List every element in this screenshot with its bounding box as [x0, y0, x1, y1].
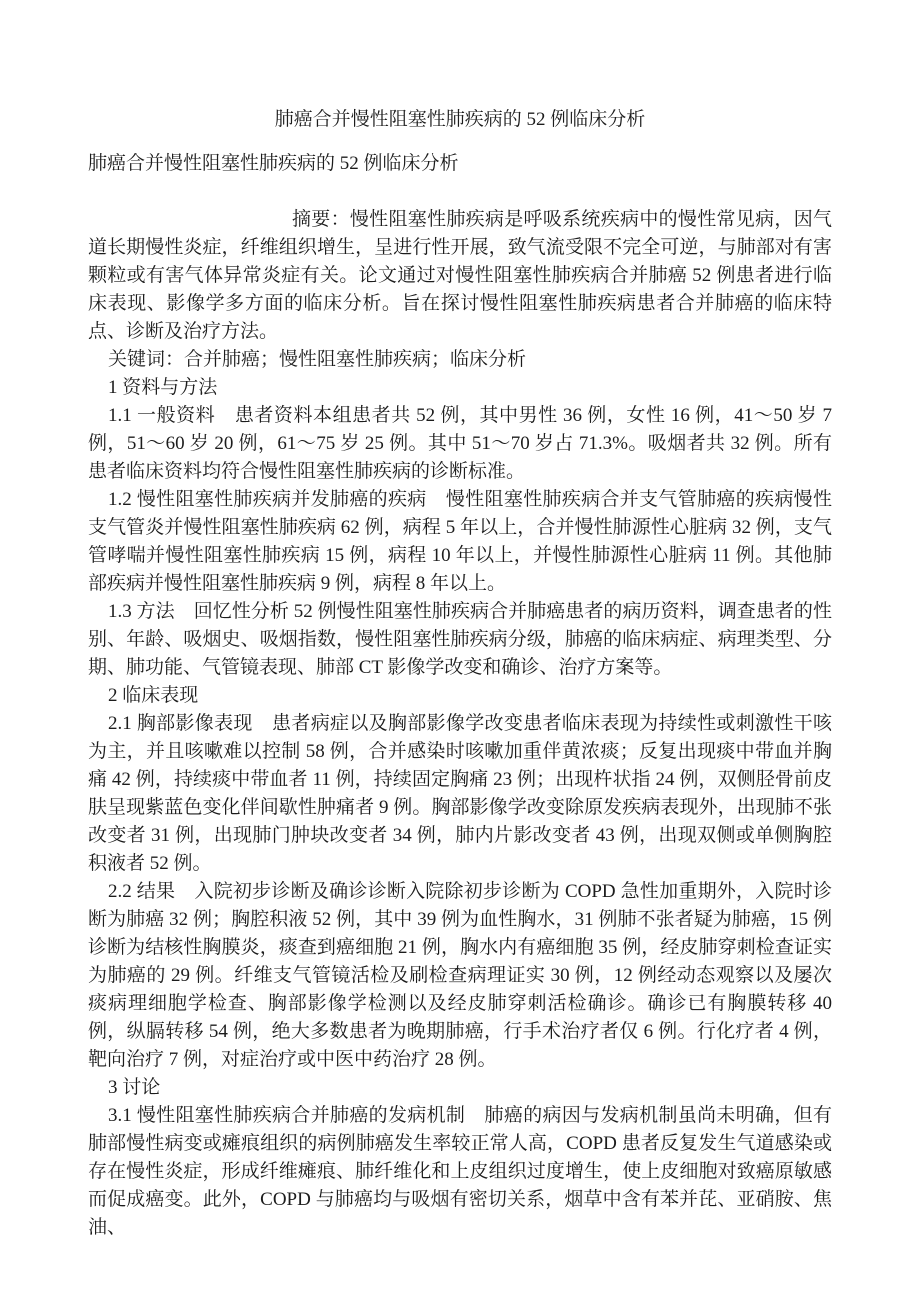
section-heading-clinical-manifestations: 2 临床表现 — [108, 685, 199, 706]
paragraph-1-1-general-data: 1.1 一般资料 患者资料本组患者共 52 例，其中男性 36 例，女性 16 例，41～50 岁 7 例，51～60 岁 20 例，61～75 岁 25 例。其中 51～70 岁占 71.3%。吸烟者共 32 例。所有患者临床资料均符合慢性阻塞性肺疾病的诊断标准。 — [88, 405, 837, 482]
title-repeat-paragraph: 肺癌合并慢性阻塞性肺疾病的 52 例临床分析 — [88, 153, 459, 174]
keywords-paragraph: 关键词：合并肺癌；慢性阻塞性肺疾病；临床分析 — [108, 349, 527, 370]
paragraph-2-1-chest-imaging: 2.1 胸部影像表现 患者病症以及胸部影像学改变患者临床表现为持续性或刺激性干咳为主，并且咳嗽难以控制 58 例，合并感染时咳嗽加重伴黄浓痰；反复出现痰中带血并胸痛 42 例，持续痰中带血者 11 例，持续固定胸痛 23 例；出现杵状指 24 例，双侧胫骨前皮肤呈现紫蓝色变化伴间歇性肿痛者 9 例。胸部影像学改变除原发疾病表现外，出现肺不张改变者 31 例，出现肺门肿块改变者 34 例，肺内片影改变者 43 例，出现双侧或单侧胸腔积液者 52 例。 — [88, 713, 832, 874]
paragraph-3-1-pathogenesis: 3.1 慢性阻塞性肺疾病合并肺癌的发病机制 肺癌的病因与发病机制虽尚未明确，但有肺部慢性病变或瘫痕组织的病例肺癌发生率较正常人高，COPD 患者反复发生气道感染或存在慢性炎症，形成纤维瘫痕、肺纤维化和上皮组织过度增生，使上皮细胞对致癌原敏感而促成癌变。此外，COPD 与肺癌均与吸烟有密切关系，烟草中含有苯并芘、亚硝胺、焦油、 — [88, 1105, 832, 1238]
section-heading-materials-methods: 1 资料与方法 — [108, 377, 218, 398]
abstract-paragraph: 摘要：慢性阻塞性肺疾病是呼吸系统疾病中的慢性常见病，因气道长期慢性炎症，纤维组织增生，呈进行性开展，致气流受限不完全可逆，与肺部对有害颗粒或有害气体异常炎症有关。论文通过对慢性阻塞性肺疾病合并肺癌 52 例患者进行临床表现、影像学多方面的临床分析。旨在探讨慢性阻塞性肺疾病患者合并肺癌的临床特点、诊断及治疗方法。 — [88, 209, 832, 342]
document-title: 肺癌合并慢性阻塞性肺疾病的 52 例临床分析 — [274, 109, 646, 130]
section-heading-discussion: 3 讨论 — [108, 1077, 161, 1098]
paragraph-2-2-results: 2.2 结果 入院初步诊断及确诊诊断入院除初步诊断为 COPD 急性加重期外，入院时诊断为肺癌 32 例；胸腔积液 52 例，其中 39 例为血性胸水，31 例肺不张者疑为肺癌，15 例诊断为结核性胸膜炎，痰查到癌细胞 21 例，胸水内有癌细胞 35 例，经皮肺穿刺检查证实为肺癌的 29 例。纤维支气管镜活检及刷检查病理证实 30 例，12 例经动态观察以及屡次痰病理细胞学检查、胸部影像学检测以及经皮肺穿刺活检确诊。确诊已有胸膜转移 40 例，纵膈转移 54 例，绝大多数患者为晚期肺癌，行手术治疗者仅 6 例。行化疗者 4 例，靶向治疗 7 例，对症治疗或中医中药治疗 28 例。 — [88, 881, 837, 1070]
paragraph-1-3-methods: 1.3 方法 回忆性分析 52 例慢性阻塞性肺疾病合并肺癌患者的病历资料，调查患者的性别、年龄、吸烟史、吸烟指数，慢性阻塞性肺疾病分级，肺癌的临床病症、病理类型、分期、肺功能、气管镜表现、肺部 CT 影像学改变和确诊、治疗方案等。 — [88, 601, 832, 678]
paragraph-1-2-copd-with-lung-cancer: 1.2 慢性阻塞性肺疾病并发肺癌的疾病 慢性阻塞性肺疾病合并支气管肺癌的疾病慢性支气管炎并慢性阻塞性肺疾病 62 例，病程 5 年以上，合并慢性肺源性心脏病 32 例，支气管哮喘并慢性阻塞性肺疾病 15 例，病程 10 年以上，并慢性肺源性心脏病 11 例。其他肺部疾病并慢性阻塞性肺疾病 9 例，病程 8 年以上。 — [88, 489, 832, 594]
